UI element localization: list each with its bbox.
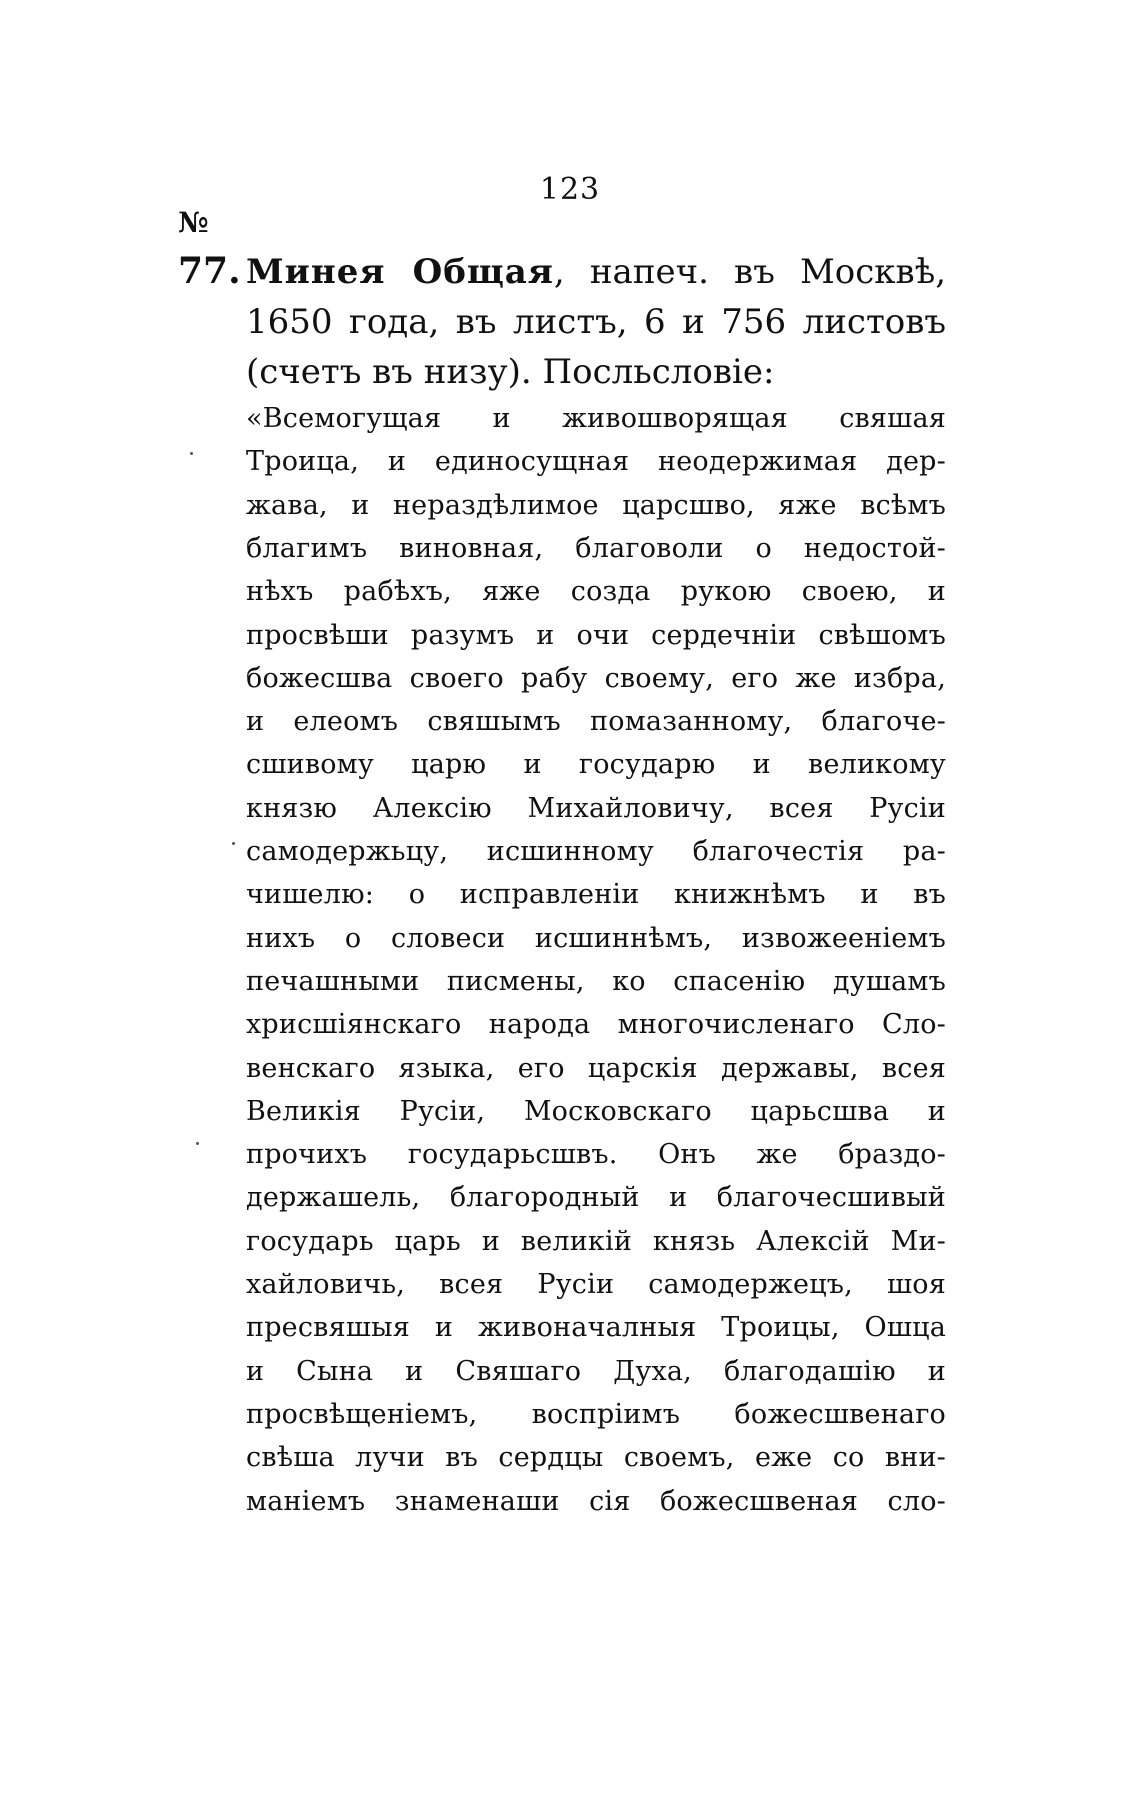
print-speck — [232, 842, 235, 845]
body-line: благимъ виновная, благоволи о недостой- — [246, 533, 946, 564]
body-line: и Сына и Свяшаго Духа, благодашію и — [246, 1356, 946, 1387]
heading-line-1-rest: , напеч. въ Москвѣ, — [553, 252, 947, 292]
number-sign: № — [178, 206, 209, 239]
body-line: пресвяшыя и живоначалныя Троицы, Ошца — [246, 1312, 946, 1343]
body-line: и елеомъ свяшымъ помазанному, благоче- — [246, 706, 946, 737]
body-line: свѣша лучи въ сердцы своемъ, еже со вни- — [246, 1442, 946, 1473]
body-line: нѣхъ рабѣхъ, яже созда рукою своею, и — [246, 576, 946, 607]
heading-line-2: 1650 года, въ листъ, 6 и 756 листовъ — [246, 302, 946, 342]
body-line: хайловичь, всея Русіи самодержецъ, шоя — [246, 1269, 946, 1300]
body-line: просвѣщеніемъ, воспріимъ божесшвенаго — [246, 1399, 946, 1430]
entry-number: 77. — [178, 250, 241, 292]
body-line: маніемъ знаменаши сія божесшвеная сло- — [246, 1486, 946, 1517]
body-line: Троица, и единосущная неодержимая дер- — [246, 446, 946, 477]
body-line: «Всемогущая и живошворящая свяшая — [246, 403, 946, 434]
heading-line-3: (счетъ въ низу). Посльсловіе: — [246, 352, 775, 392]
body-line: венскаго языка, его царскія державы, всея — [246, 1053, 946, 1084]
entry-title: Минея Общая — [246, 252, 554, 292]
body-line: хрисшіянскаго народа многочисленаго Сло- — [246, 1009, 946, 1040]
body-line: божесшва своего рабу своему, его же избра, — [246, 663, 946, 694]
body-line: печашными писмены, ко спасенію душамъ — [246, 966, 946, 997]
body-line: самодержьцу, исшинному благочестія ра- — [246, 836, 946, 867]
body-line: сшивому царю и государю и великому — [246, 749, 946, 780]
body-line: князю Алексію Михайловичу, всея Русіи — [246, 793, 946, 824]
body-line: жава, и нераздѣлимое царсшво, яже всѣмъ — [246, 490, 946, 521]
heading-line-1 — [246, 252, 946, 292]
body-line: чишелю: о исправленіи книжнѣмъ и въ — [246, 879, 946, 910]
page-number: 123 — [539, 172, 601, 207]
body-line: просвѣши разумъ и очи сердечніи свѣшомъ — [246, 620, 946, 651]
print-speck — [196, 1142, 199, 1145]
body-line: Великія Русіи, Московскаго царьсшва и — [246, 1096, 946, 1127]
body-line: нихъ о словеси исшиннѣмъ, извожееніемъ — [246, 923, 946, 954]
body-line: государь царь и великій князь Алексій Ми- — [246, 1226, 946, 1257]
print-speck — [190, 452, 193, 455]
body-line: держашель, благородный и благочесшивый — [246, 1182, 946, 1213]
body-line: прочихъ государьсшвъ. Онъ же браздо- — [246, 1139, 946, 1170]
